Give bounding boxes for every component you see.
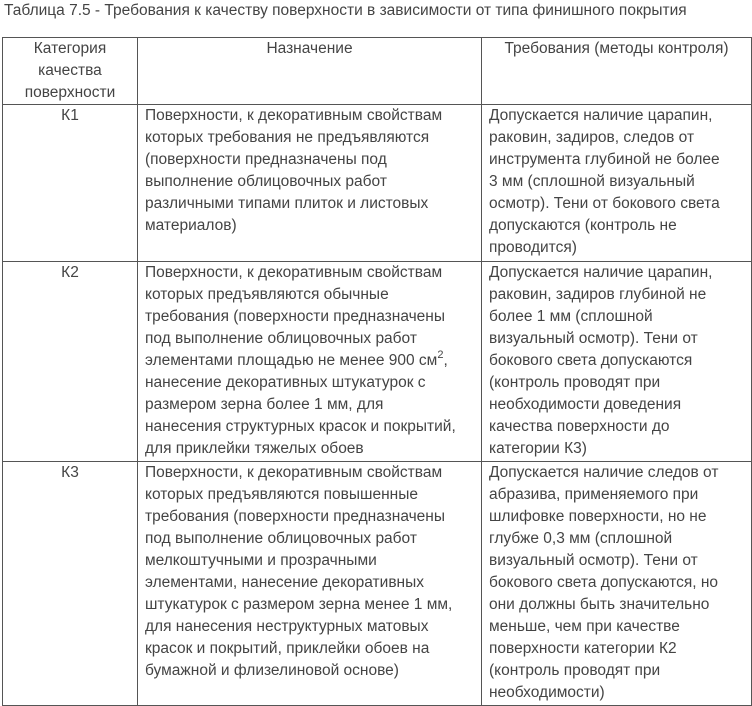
purpose-line: мелкоштучными и прозрачными: [145, 552, 377, 569]
requirements-line: абразива, применяемого при: [489, 486, 699, 503]
header-category-line: Категория: [33, 40, 107, 57]
purpose-line: выполнение облицовочных работ: [145, 173, 387, 190]
purpose-line: штукатурок с размером зерна менее 1 мм,: [145, 596, 453, 613]
purpose-line: (поверхности предназначены под: [145, 151, 387, 168]
purpose-line-with-superscript: [145, 350, 474, 372]
requirements-cell: [482, 462, 752, 706]
purpose-line: бумажной и флизелиновой основе): [145, 662, 399, 679]
table-header-row: [3, 38, 752, 105]
requirements-line: проводится): [489, 239, 577, 256]
purpose-line: для нанесения неструктурных матовых: [145, 618, 429, 635]
purpose-line: Поверхности, к декоративным свойствам: [145, 107, 443, 124]
table-row-k3: [3, 462, 752, 706]
header-requirements: Требования (методы контроля): [482, 38, 752, 105]
category-cell: К1: [3, 105, 138, 262]
requirements-line: допускаются (контроль не: [489, 217, 677, 234]
requirements-line: они должны быть значительно: [489, 596, 710, 613]
requirements-line: инструмента глубиной не более: [489, 151, 720, 168]
requirements-line: категории К3): [489, 440, 587, 457]
purpose-line: различными типами плиток и листовых: [145, 195, 429, 212]
purpose-line: материалов): [145, 217, 237, 234]
requirements-cell: [482, 105, 752, 262]
purpose-line: которых предъявляются обычные: [145, 286, 389, 303]
requirements-line: Допускается наличие следов от: [489, 464, 719, 481]
purpose-line: нанесение декоративных штукатурок с: [145, 374, 426, 391]
purpose-line: размером зерна более 1 мм, для: [145, 396, 384, 413]
purpose-line: красок и покрытий, приклейки обоев на: [145, 640, 430, 657]
requirements-line: Допускается наличие царапин,: [489, 264, 713, 281]
purpose-line: Поверхности, к декоративным свойствам: [145, 264, 443, 281]
purpose-cell: [138, 105, 482, 262]
requirements-line: Допускается наличие царапин,: [489, 107, 713, 124]
purpose-line: требования (поверхности предназначены: [145, 308, 445, 325]
purpose-line: Поверхности, к декоративным свойствам: [145, 464, 443, 481]
header-category-line: поверхности: [24, 84, 116, 101]
table-row-k2: [3, 262, 752, 462]
requirements-line: шлифовке поверхности, но не: [489, 508, 707, 525]
requirements-line: глубже 0,3 мм (сплошной: [489, 530, 673, 547]
purpose-line-text: элементами площадью не менее 900 см: [145, 352, 438, 369]
requirements-line: меньше, чем при качестве: [489, 618, 680, 635]
purpose-line: под выполнение облицовочных работ: [145, 330, 417, 347]
requirements-line: осмотр). Тени от бокового света: [489, 195, 720, 212]
purpose-line-suffix: ,: [443, 352, 448, 369]
purpose-line: элементами, нанесение декоративных: [145, 574, 424, 591]
requirements-line: более 1 мм (сплошной: [489, 308, 653, 325]
requirements-line: раковин, задиров, следов от: [489, 129, 695, 146]
purpose-line: нанесения структурных красок и покрытий,: [145, 418, 456, 435]
purpose-cell: [138, 462, 482, 706]
header-category-line: качества: [38, 62, 102, 79]
purpose-line: под выполнение облицовочных работ: [145, 530, 417, 547]
requirements-line: (контроль проводят при: [489, 374, 661, 391]
requirements-line: бокового света допускаются: [489, 352, 693, 369]
requirements-line: качества поверхности до: [489, 418, 670, 435]
requirements-cell: [482, 262, 752, 462]
header-purpose: Назначение: [138, 38, 482, 105]
requirements-line: раковин, задиров глубиной не: [489, 286, 707, 303]
requirements-line: бокового света допускаются, но: [489, 574, 719, 591]
table-row-k1: [3, 105, 752, 262]
purpose-line: требования (поверхности предназначены: [145, 508, 445, 525]
requirements-line: необходимости): [489, 684, 605, 701]
purpose-line: которых предъявляются повышенные: [145, 486, 418, 503]
table-caption: Таблица 7.5 - Требования к качеству поверхности в зависимости от типа финишного покрытия: [4, 2, 687, 19]
superscript-2: 2: [437, 348, 444, 361]
surface-quality-table: [2, 37, 752, 706]
requirements-line: (контроль проводят при: [489, 662, 661, 679]
purpose-line: для приклейки тяжелых обоев: [145, 440, 364, 457]
category-cell: К2: [3, 262, 138, 462]
header-category: [3, 38, 138, 105]
category-cell: К3: [3, 462, 138, 706]
requirements-line: необходимости доведения: [489, 396, 682, 413]
requirements-line: визуальный осмотр). Тени от: [489, 552, 698, 569]
requirements-line: 3 мм (сплошной визуальный: [489, 173, 695, 190]
requirements-line: поверхности категории К2: [489, 640, 677, 657]
purpose-line: которых требования не предъявляются: [145, 129, 430, 146]
requirements-line: визуальный осмотр). Тени от: [489, 330, 698, 347]
purpose-cell: [138, 262, 482, 462]
